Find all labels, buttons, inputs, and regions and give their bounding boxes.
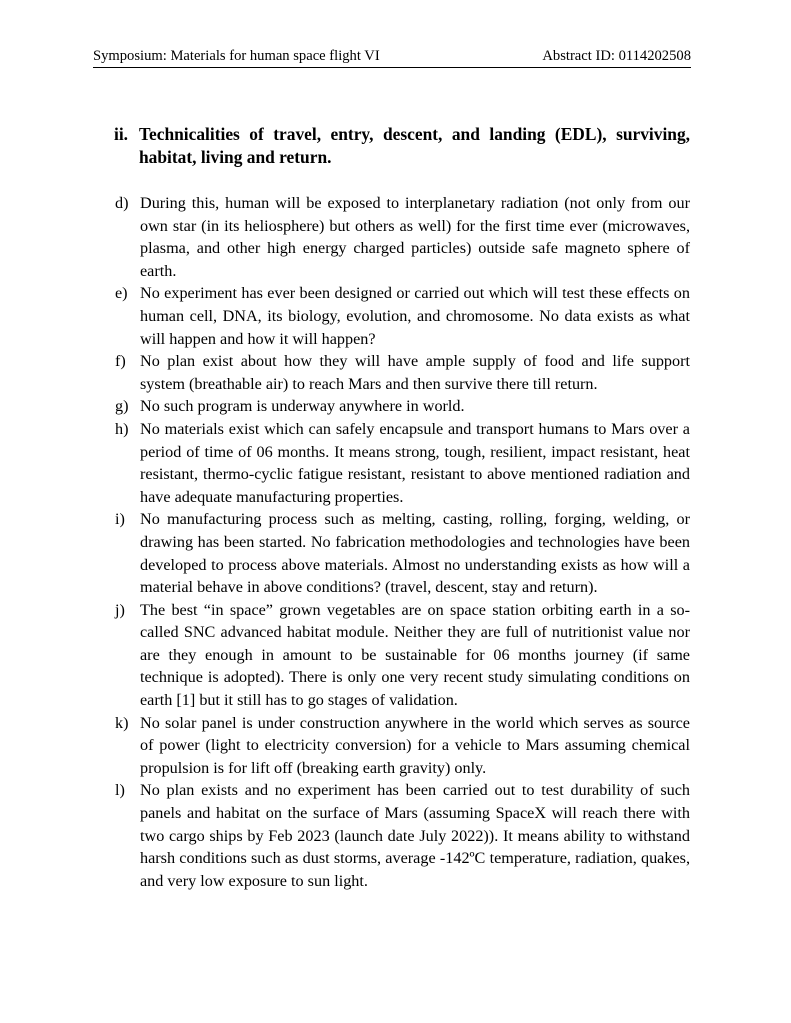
item-text: No plan exist about how they will have ample supply of food and life support system (breathable air) to reach Mars and then survive there till return. [140, 352, 690, 393]
item-list [115, 192, 690, 892]
list-item-k [115, 712, 690, 780]
item-marker: j) [115, 600, 125, 619]
item-text: No experiment has ever been designed or carried out which will test these effects on human cell, DNA, its biology, evolution, and chromosome. No data exists as what will happen and how it will happen? [140, 284, 690, 348]
section-title: Technicalities of travel, entry, descent, and landing (EDL), surviving, habitat, living and return. [139, 124, 690, 167]
list-item-g [115, 395, 690, 418]
header-abstract-id: Abstract ID: 0114202508 [542, 48, 691, 64]
item-text: During this, human will be exposed to interplanetary radiation (not only from our own star (in its heliosphere) but others as well) for the first time ever (microwaves, plasma, and other high energy charged particles) outside safe magneto sphere of earth. [140, 194, 690, 280]
item-marker: h) [115, 419, 129, 438]
section-heading [114, 123, 690, 169]
item-marker: d) [115, 194, 129, 212]
item-text: The best “in space” grown vegetables are on space station orbiting earth in a so-called SNC advanced habitat module. Neither they are full of nutritionist value nor are they enough in amount to be sustainable for 06 months journey (if same technique is adopted). There is only one very recent study simulating conditions on earth [1] but it still has to go stages of validation. [140, 600, 690, 710]
list-item-j [115, 599, 690, 712]
list-item-i [115, 508, 690, 598]
item-marker: g) [115, 397, 129, 416]
header-symposium-title: Symposium: Materials for human space flight VI [93, 48, 380, 64]
item-text: No manufacturing process such as melting, casting, rolling, forging, welding, or drawing has been started. No fabrication methodologies and technologies have been developed to process above materials. Almost no understanding exists as how will a material behave in above conditions? (travel, descent, stay and return). [140, 510, 690, 597]
item-text: No solar panel is under construction anywhere in the world which serves as source of power (light to electricity conversion) for a vehicle to Mars assuming chemical propulsion is for lift off (breaking earth gravity) only. [140, 713, 690, 777]
item-marker: f) [115, 352, 126, 371]
list-item-h [115, 418, 690, 508]
item-marker: l) [115, 781, 125, 800]
list-item-f [115, 350, 690, 395]
item-text: No such program is underway anywhere in world. [140, 397, 465, 416]
list-item-d [115, 192, 690, 282]
list-item-e [115, 282, 690, 350]
page-header [93, 48, 691, 68]
item-text: No plan exists and no experiment has been carried out to test durability of such panels and habitat on the surface of Mars (assuming SpaceX will reach there with two cargo ships by Feb 2023 (launch date July 2022)). It means ability to withstand harsh conditions such as dust storms, average -142ºC temperature, radiation, quakes, and very low exposure to sun light. [140, 781, 690, 890]
section-number: ii. [114, 124, 129, 144]
list-item-l [115, 779, 690, 892]
item-text: No materials exist which can safely encapsule and transport humans to Mars over a period of time of 06 months. It means strong, tough, resilient, impact resistant, heat resistant, thermo-cyclic fatigue resistant, resistant to above mentioned radiation and have adequate manufacturing properties. [140, 419, 690, 506]
item-marker: k) [115, 713, 129, 732]
item-marker: e) [115, 284, 128, 303]
item-marker: i) [115, 510, 125, 529]
